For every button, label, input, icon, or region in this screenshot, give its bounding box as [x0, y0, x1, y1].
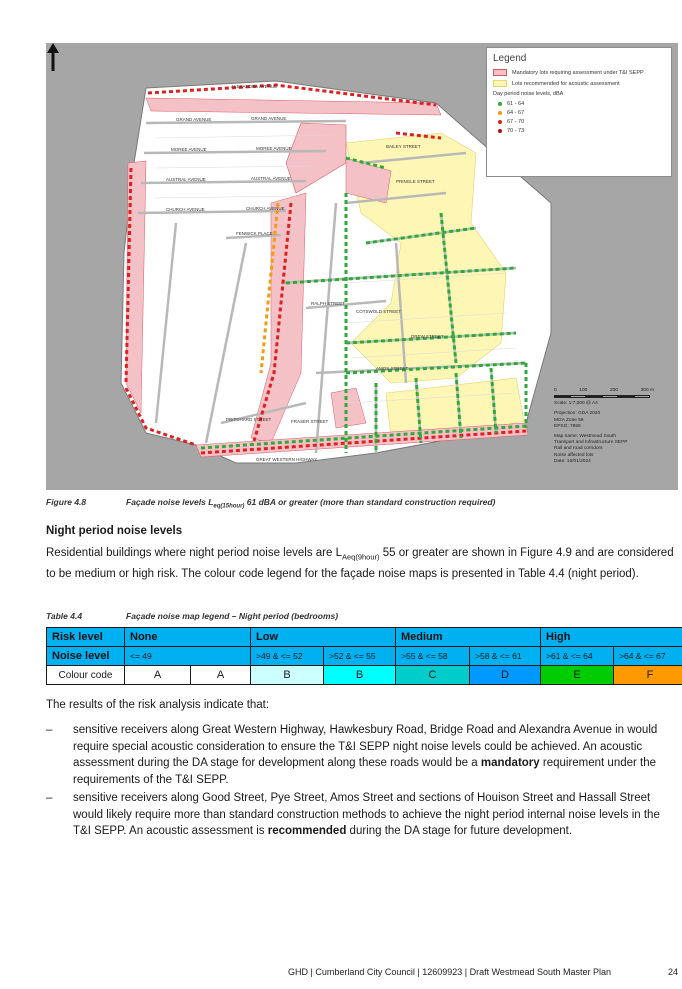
noise-value: >64 & <= 67 — [614, 647, 682, 666]
mandatory-swatch — [493, 69, 507, 76]
street-label: CHURCH AVENUE — [246, 206, 285, 211]
recommended-swatch — [493, 80, 507, 87]
colour-cell: E — [541, 666, 614, 685]
street-label: AMOS STREET — [376, 366, 409, 371]
street-label: AUSTRAL AVENUE — [166, 177, 206, 182]
street-label: DREW STREET — [411, 334, 444, 339]
risk-low: Low — [251, 628, 396, 647]
noise-level-label: 67 - 70 — [507, 118, 525, 125]
noise-value: >49 & <= 52 — [251, 647, 324, 666]
section-heading: Night period noise levels — [46, 525, 183, 537]
projection-line: EPSG: 7856 — [554, 423, 581, 429]
page-footer — [288, 967, 678, 977]
colour-cell: F — [614, 666, 682, 685]
noise-level-label: 64 - 67 — [507, 109, 525, 116]
map-info-line: Transport and Infrastructure SEPP — [554, 440, 628, 446]
map-info-line: Noise affected lots — [554, 452, 594, 458]
risk-medium: Medium — [396, 628, 541, 647]
noise-value: >58 & <= 61 — [470, 647, 541, 666]
table-row — [47, 628, 682, 647]
red-dot-icon — [498, 120, 502, 124]
scale-text: Scale: 1:7,000 @ A4 — [554, 401, 598, 407]
street-label: PRITCHARD STREET — [226, 417, 272, 422]
risk-high: High — [541, 628, 682, 647]
noise-value: >61 & <= 64 — [541, 647, 614, 666]
orange-dot-icon — [498, 111, 502, 115]
colour-cell: B — [324, 666, 396, 685]
street-label: COTSWOLD STREET — [356, 309, 402, 314]
street-label: CHURCH AVENUE — [166, 207, 205, 212]
scale-bar — [554, 395, 650, 398]
street-label: MOREE AVENUE — [171, 147, 207, 152]
street-label: FENWICK PLACE — [236, 231, 273, 236]
noise-value: >52 & <= 55 — [324, 647, 396, 666]
legend-label: Lots recommended for acoustic assessment — [512, 80, 620, 87]
legend-title: Legend — [493, 53, 527, 64]
list-item — [46, 722, 678, 788]
figure-caption — [46, 497, 495, 510]
night-paragraph: Residential buildings where night period noise levels are $L_{Aeq(9hour)}$ 55 or greater are shown in Figure 4.9 and are considered to be medium or high risk. The colour code legend for the façade noise maps is presented in Table 4.4 (night period). — [46, 547, 674, 580]
risk-none: None — [125, 628, 251, 647]
facade-noise-legend-table — [46, 627, 682, 685]
page-number: 24 — [667, 967, 678, 977]
colour-cell: B — [251, 666, 324, 685]
table-row — [47, 647, 682, 666]
map-info-line: Rail and road corridors — [554, 446, 603, 452]
noise-level-item — [493, 117, 665, 126]
figure-number: Figure 4.8 — [46, 497, 87, 507]
scale-ticks — [554, 388, 654, 394]
scale-tick: 100 — [579, 388, 588, 393]
scale-tick: 0 — [554, 388, 557, 393]
noise-level-label: 70 - 73 — [507, 127, 525, 134]
results-intro: The results of the risk analysis indicate that: — [46, 699, 270, 711]
colour-cell: A — [125, 666, 191, 685]
colour-cell: D — [470, 666, 541, 685]
table-number: Table 4.4 — [46, 611, 83, 621]
street-label: PRINGLE STREET — [396, 179, 435, 184]
projection-line: Projection: GDA 2020 — [554, 411, 601, 417]
scale-tick: 200 — [609, 388, 618, 393]
map-info-line: Date: 16/01/2024 — [554, 458, 591, 464]
bullet-text: sensitive receivers along Great Western Highway, Hawkesbury Road, Bridge Road and Alexandra Avenue in would require special acoustic consideration to ensure the T&I SEPP night noise levels could be achieved. An acoustic assessment during the DA stage for development along these roads would be a mandatory requirement under the requirements of the T&I SEPP. — [73, 724, 658, 786]
green-dot-icon — [498, 102, 502, 106]
colour-cell: A — [191, 666, 251, 685]
noise-value: <= 49 — [125, 647, 251, 666]
noise-value: >55 & <= 58 — [396, 647, 470, 666]
legend-item-recommended — [493, 79, 665, 88]
legend-item-mandatory — [493, 68, 665, 77]
map-legend — [486, 47, 672, 177]
risk-level-header: Risk level — [47, 628, 125, 647]
map-info-block — [554, 388, 672, 488]
colour-code-header: Colour code — [47, 666, 125, 685]
table-row — [47, 666, 682, 685]
projection-line: MGA Zone 56 — [554, 417, 584, 423]
footer-text: GHD | Cumberland City Council | 12609923 | Draft Westmead South Master Plan — [288, 967, 611, 977]
bullet-dash: – — [46, 792, 53, 804]
noise-level-label: 61 - 64 — [507, 100, 525, 107]
noise-levels-heading: Day period noise levels, dBA — [493, 91, 564, 97]
noise-level-header: Noise level — [47, 647, 125, 666]
noise-level-item — [493, 99, 665, 108]
noise-level-item — [493, 126, 665, 135]
street-label: MOREE AVENUE — [256, 146, 292, 151]
street-label: FRASER STREET — [291, 419, 329, 424]
street-label: GRAND AVENUE — [251, 116, 287, 121]
noise-level-item — [493, 108, 665, 117]
table-title: Façade noise map legend – Night period (bedrooms) — [126, 611, 339, 621]
street-label: AUSTRAL AVENUE — [251, 176, 291, 181]
figure-title: Façade noise levels $L_{eq(15hour)}$ 61 dBA or greater (more than standard construction required) — [126, 497, 496, 510]
list-item — [46, 790, 678, 840]
street-label: GREAT WESTERN HIGHWAY — [256, 457, 318, 462]
scale-tick: 300 m — [640, 388, 654, 393]
table-caption — [46, 611, 338, 621]
map-info-line: Map name: Westmead South — [554, 434, 617, 440]
bullet-text: sensitive receivers along Good Street, Pye Street, Amos Street and sections of Houison Street and Hassall Street would likely require more than standard construction methods to achieve the night period internal noise levels in the T&I SEPP. An acoustic assessment is recommended during the DA stage for future development. — [73, 792, 660, 837]
dark-red-dot-icon — [498, 129, 502, 133]
street-label: GRAND AVENUE — [176, 117, 212, 122]
results-list — [46, 722, 678, 842]
street-label: ALEXANDRA AVENUE — [231, 84, 278, 89]
legend-label: Mandatory lots requiring assessment under T&I SEPP — [512, 69, 644, 76]
street-label: BAILEY STREET — [386, 144, 421, 149]
site-map — [46, 43, 678, 490]
bullet-dash: – — [46, 724, 53, 736]
north-arrow-icon — [46, 43, 60, 71]
colour-cell: C — [396, 666, 470, 685]
street-label: RALPH STREET — [311, 301, 346, 306]
